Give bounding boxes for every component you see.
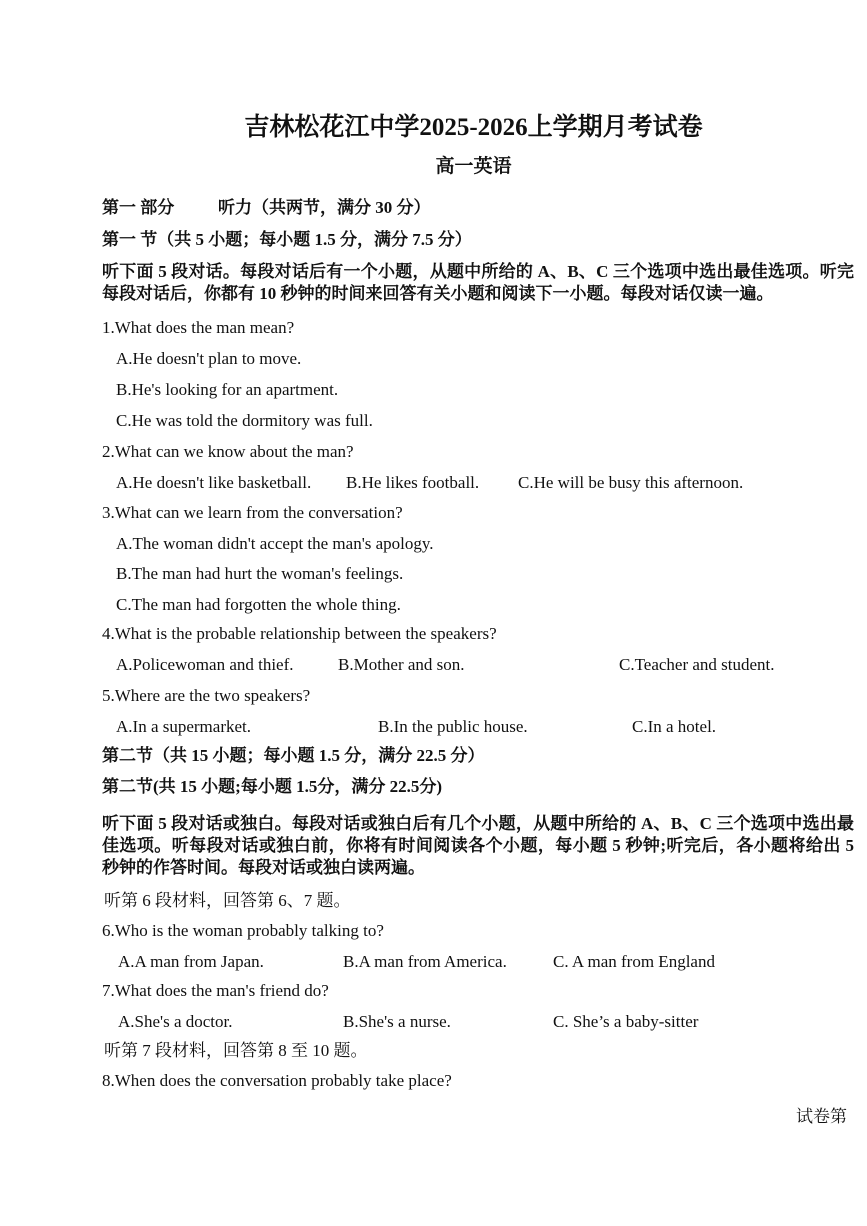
question-3-stem: 3.What can we learn from the conversation? [102,503,403,522]
part1-heading-a: 第一 部分 [102,198,175,217]
section1-instructions: 听下面 5 段对话。每段对话后有一个小题，从题中所给的 A、B、C 三个选项中选出最佳选项。听完每段对话后，你都有 10 秒钟的时间来回答有关小题和阅读下一小题。每段对话仅读一遍。 [102,262,854,303]
question-5-option-c: C.In a hotel. [632,717,717,736]
question-2-option-b: B.He likes football. [346,473,480,492]
question-1-option-c: C.He was told the dormitory was full. [116,411,373,430]
question-6-option-b: B.A man from America. [343,952,507,971]
question-5-option-a: A.In a supermarket. [116,717,252,736]
question-6-stem: 6.Who is the woman probably talking to? [102,921,384,940]
question-4-option-c: C.Teacher and student. [619,655,775,674]
question-6-option-c: C. A man from England [553,952,715,971]
question-7-stem: 7.What does the man's friend do? [102,981,329,1000]
exam-subtitle: 高一英语 [435,156,512,177]
question-8-stem: 8.When does the conversation probably take place? [102,1071,452,1090]
question-5-stem: 5.Where are the two speakers? [102,686,311,705]
question-3-option-a: A.The woman didn't accept the man's apology. [116,534,434,553]
question-2-option-a: A.He doesn't like basketball. [116,473,312,492]
question-1-option-a: A.He doesn't plan to move. [116,349,302,368]
question-6-option-a: A.A man from Japan. [118,952,264,971]
question-7-option-b: B.She's a nurse. [343,1012,451,1031]
question-7-option-c: C. She’s a baby-sitter [553,1012,699,1031]
question-2-stem: 2.What can we know about the man? [102,442,354,461]
question-1-option-b: B.He's looking for an apartment. [116,380,339,399]
question-3-option-b: B.The man had hurt the woman's feelings. [116,564,404,583]
section2-heading-1: 第二节（共 15 小题；每小题 1.5 分，满分 22.5 分） [102,746,485,765]
question-3-option-c: C.The man had forgotten the whole thing. [116,595,401,614]
question-7-option-a: A.She's a doctor. [118,1012,233,1031]
material-6-heading: 听第 6 段材料，回答第 6、7 题。 [104,891,351,910]
question-5-option-b: B.In the public house. [378,717,528,736]
section2-heading-2: 第二节(共 15 小题;每小题 1.5分，满分 22.5分) [102,777,442,796]
question-2-option-c: C.He will be busy this afternoon. [518,473,744,492]
question-1-stem: 1.What does the man mean? [102,318,295,337]
section2-instructions: 听下面 5 段对话或独白。每段对话或独白后有几个小题，从题中所给的 A、B、C 三个选项中选出最佳选项。听每段对话或独白前，你将有时间阅读各个小题，每小题 5 秒钟;听完后，各小题将给出 5 秒钟的作答时间。每段对话或独白读两遍。 [102,814,854,877]
material-7-heading: 听第 7 段材料，回答第 8 至 10 题。 [104,1041,368,1060]
exam-title: 吉林松花江中学2025-2026上学期月考试卷 [244,114,703,141]
page-footer-label: 试卷第 [796,1107,847,1126]
section1-heading: 第一 节（共 5 小题；每小题 1.5 分，满分 7.5 分） [102,230,472,249]
question-4-option-b: B.Mother and son. [338,655,465,674]
question-4-option-a: A.Policewoman and thief. [116,655,294,674]
part1-heading-b: 听力（共两节，满分 30 分） [218,198,431,217]
question-4-stem: 4.What is the probable relationship between the speakers? [102,624,497,643]
